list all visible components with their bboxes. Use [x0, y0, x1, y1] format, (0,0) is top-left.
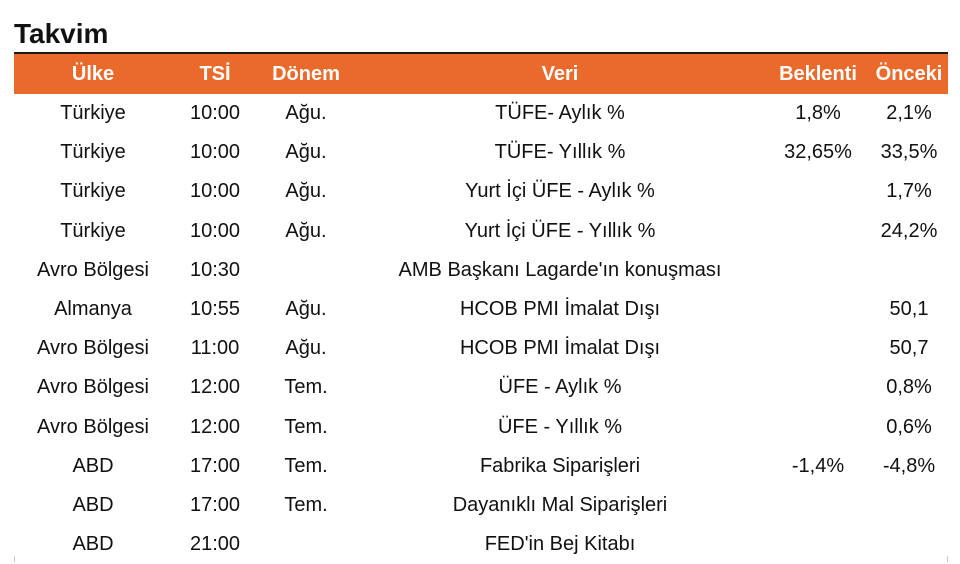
header-country: Ülke [14, 54, 172, 94]
header-data: Veri [354, 54, 766, 94]
cell-time: 10:30 [189, 258, 241, 281]
cell-previous: 2,1% [886, 102, 932, 125]
cell-expected [766, 408, 870, 447]
cell-data: FED'in Bej Kitabı [484, 533, 636, 556]
cell-time: 12:00 [189, 376, 241, 399]
cell-period [258, 251, 354, 290]
table-row [14, 133, 948, 172]
cell-period: Tem. [284, 415, 328, 438]
header-period: Dönem [258, 54, 354, 94]
cell-country: Avro Bölgesi [37, 337, 149, 360]
header-expected: Beklenti [766, 54, 870, 94]
cell-previous [870, 525, 948, 564]
cell-expected [766, 290, 870, 329]
table-row [14, 94, 948, 133]
table-row [14, 408, 948, 447]
cell-period [258, 525, 354, 564]
cell-time: 10:55 [189, 298, 241, 321]
cell-previous: -4,8% [882, 454, 936, 477]
cell-time: 10:00 [189, 180, 241, 203]
table-row [14, 525, 948, 564]
cell-period: Ağu. [285, 298, 327, 321]
cell-time: 21:00 [189, 533, 241, 556]
cell-time: 10:00 [189, 141, 241, 164]
cell-data: Yurt İçi ÜFE - Aylık % [465, 180, 655, 203]
cell-data: ÜFE - Yıllık % [497, 415, 623, 438]
cell-data: Fabrika Siparişleri [479, 454, 641, 477]
cell-time: 12:00 [189, 415, 241, 438]
table-row [14, 329, 948, 368]
header-previous: Önceki [870, 54, 948, 94]
cell-data: ÜFE - Aylık % [498, 376, 622, 399]
cell-period: Ağu. [285, 141, 327, 164]
cell-country: ABD [72, 454, 114, 477]
cell-country: Türkiye [60, 102, 126, 125]
cell-period: Tem. [284, 493, 328, 516]
page-title: Takvim [14, 18, 109, 49]
cell-period: Ağu. [285, 180, 327, 203]
table-row [14, 368, 948, 407]
cell-expected [766, 486, 870, 525]
table-row [14, 212, 948, 251]
cell-country: Almanya [54, 298, 132, 321]
cell-country: Türkiye [60, 219, 126, 242]
cell-expected: 32,65% [784, 141, 852, 164]
cell-data: TÜFE- Aylık % [495, 102, 625, 125]
table-body [14, 94, 948, 564]
table-row [14, 251, 948, 290]
cell-country: Avro Bölgesi [37, 258, 149, 281]
table-row [14, 290, 948, 329]
header-row [14, 54, 948, 94]
cell-previous: 33,5% [880, 141, 938, 164]
cell-period: Ağu. [285, 337, 327, 360]
cell-previous: 1,7% [886, 180, 932, 203]
cell-country: Avro Bölgesi [37, 415, 149, 438]
cell-country: ABD [72, 493, 114, 516]
cell-data: HCOB PMI İmalat Dışı [459, 337, 661, 360]
table-header [14, 54, 948, 94]
cell-period: Tem. [284, 376, 328, 399]
cell-data: Dayanıklı Mal Siparişleri [452, 493, 668, 516]
cell-previous: 50,1 [889, 298, 929, 321]
bottom-left-tick [14, 556, 15, 562]
table-row [14, 486, 948, 525]
cell-country: ABD [72, 533, 114, 556]
cell-data: HCOB PMI İmalat Dışı [459, 298, 661, 321]
cell-period: Tem. [284, 454, 328, 477]
calendar-table [14, 54, 948, 564]
bottom-right-tick [947, 556, 948, 562]
cell-expected: 1,8% [795, 102, 841, 125]
cell-expected [766, 368, 870, 407]
cell-previous: 50,7 [889, 337, 929, 360]
cell-country: Türkiye [60, 180, 126, 203]
cell-expected [766, 525, 870, 564]
cell-previous [870, 251, 948, 290]
header-time: TSİ [172, 54, 258, 94]
cell-time: 10:00 [189, 102, 241, 125]
cell-time: 17:00 [189, 493, 241, 516]
cell-previous: 0,6% [886, 415, 932, 438]
cell-data: AMB Başkanı Lagarde'ın konuşması [398, 258, 722, 281]
cell-previous: 0,8% [886, 376, 932, 399]
cell-expected: -1,4% [791, 454, 845, 477]
table-row [14, 172, 948, 211]
cell-time: 17:00 [189, 454, 241, 477]
cell-previous [870, 486, 948, 525]
cell-period: Ağu. [285, 219, 327, 242]
cell-country: Türkiye [60, 141, 126, 164]
cell-data: TÜFE- Yıllık % [494, 141, 626, 164]
cell-previous: 24,2% [880, 219, 938, 242]
cell-expected [766, 329, 870, 368]
cell-country: Avro Bölgesi [37, 376, 149, 399]
cell-time: 10:00 [189, 219, 241, 242]
cell-data: Yurt İçi ÜFE - Yıllık % [464, 219, 656, 242]
cell-expected [766, 172, 870, 211]
cell-period: Ağu. [285, 102, 327, 125]
cell-expected [766, 251, 870, 290]
table-row [14, 447, 948, 486]
cell-time: 11:00 [190, 337, 240, 360]
cell-expected [766, 212, 870, 251]
